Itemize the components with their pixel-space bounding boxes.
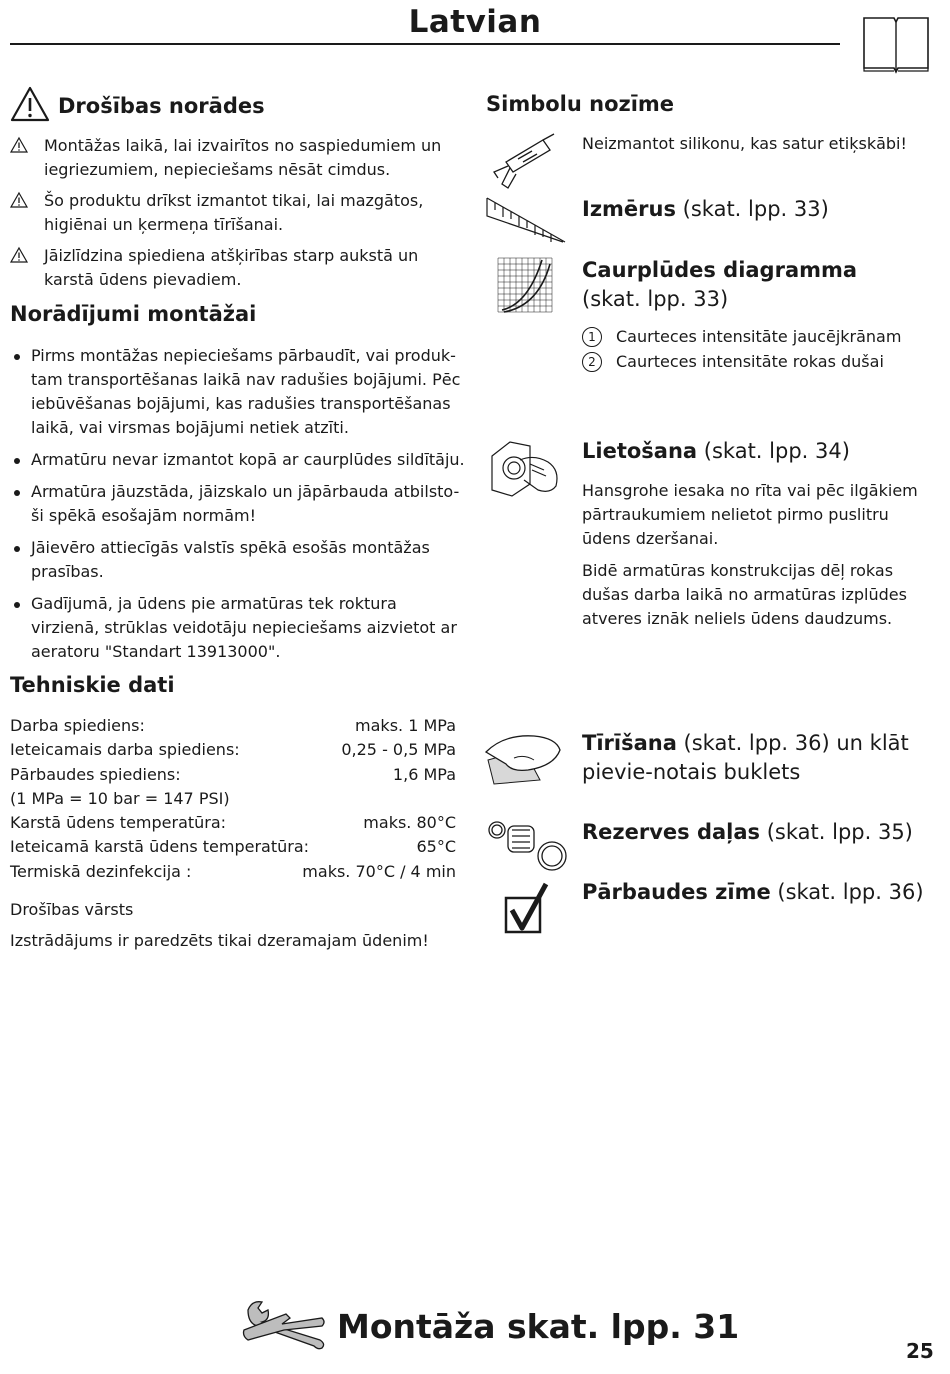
silicone-gun-icon — [488, 132, 558, 196]
spare-parts-icon — [486, 814, 570, 878]
table-row — [10, 835, 456, 859]
list-item — [10, 134, 460, 182]
list-item — [10, 536, 465, 584]
technical-title: Tehniskie dati — [10, 673, 175, 697]
valve-text: Drošības vārsts — [10, 900, 134, 920]
flow-diagram-icon — [498, 258, 552, 316]
silicone-text: Neizmantot silikonu, kas satur etiķskābi! — [582, 134, 907, 153]
dimensions-label — [582, 195, 829, 224]
symbols-title: Simbolu nozīme — [486, 92, 675, 116]
safety-item-text: Šo produktu drīkst izmantot tikai, lai mazgātos, higiēnai un ķermeņa tīrīšanai. — [44, 191, 424, 234]
check-mark-bold: Pārbaudes zīme — [582, 880, 771, 904]
spare-parts-label — [582, 818, 913, 847]
list-item — [10, 189, 460, 237]
book-icon — [862, 14, 930, 78]
safety-title: Drošības norādes — [58, 94, 265, 118]
dimensions-ref: (skat. lpp. 33) — [675, 197, 829, 221]
flow-ref: (skat. lpp. 33) — [582, 287, 729, 311]
list-item — [10, 592, 465, 664]
bullet-dot — [14, 490, 20, 496]
cleaning-bold: Tīrīšana — [582, 731, 677, 755]
flow-item-text: Caurteces intensitāte jaucējkrānam — [616, 327, 902, 346]
check-mark-ref: (skat. lpp. 36) — [770, 880, 924, 904]
use-bold: Lietošana — [582, 439, 698, 463]
installation-list — [10, 344, 465, 672]
page-number: 25 — [906, 1339, 934, 1363]
warning-icon — [10, 86, 50, 122]
drinking-water-text: Izstrādājums ir paredzēts tikai dzeramajam ūdenim! — [10, 931, 429, 951]
flow-item-text: Caurteces intensitāte rokas dušai — [616, 351, 884, 371]
hand-turning-handle-icon — [490, 440, 562, 500]
checkmark-icon — [504, 880, 550, 940]
use-ref: (skat. lpp. 34) — [697, 439, 850, 463]
installation-title: Norādījumi montāžai — [10, 302, 257, 326]
ruler-icon — [485, 196, 565, 250]
installation-item-text: Armatūru nevar izmantot kopā ar caurplūdes sildītāju. — [31, 450, 465, 469]
header-divider — [10, 43, 840, 45]
installation-reference: Montāža skat. lpp. 31 — [337, 1307, 740, 1346]
list-item — [582, 350, 922, 375]
row-label: Darba spiediens: — [10, 716, 145, 735]
bullet-dot — [14, 354, 20, 360]
use-paragraph-1: Hansgrohe iesaka no rīta vai pēc ilgākiem pārtraukumiem nelietot pirmo puslitru ūdens dzeršanai. — [582, 481, 918, 548]
safety-item-text: Montāžas laikā, lai izvairītos no saspiedumiem un iegriezumiem, nepieciešams nēsāt cimdus. — [44, 136, 442, 179]
check-mark-label — [582, 878, 924, 907]
use-paragraph-2: Bidē armatūras konstrukcijas dēļ rokas dušas darba laikā no armatūras izplūdes atveres iznāk neliels ūdens daudzums. — [582, 561, 907, 628]
row-value: maks. 1 MPa — [355, 716, 456, 735]
bullet-dot — [14, 602, 20, 608]
flow-legend — [582, 325, 922, 374]
warning-icon — [10, 137, 28, 153]
use-label — [582, 437, 850, 466]
safety-list — [10, 134, 460, 299]
spare-parts-bold: Rezerves daļas — [582, 820, 761, 844]
list-item — [10, 448, 465, 472]
row-label: Ieteicamais darba spiediens: — [10, 740, 240, 760]
list-item — [10, 480, 465, 528]
row-value: maks. 70°C / 4 min — [302, 861, 456, 881]
installation-item-text: Armatūra jāuzstāda, jāizskalo un jāpārbauda atbilsto-ši spēkā esošajām normām! — [31, 482, 460, 525]
number-badge: 1 — [582, 327, 602, 347]
row-label: Karstā ūdens temperatūra: — [10, 813, 227, 833]
table-row — [10, 738, 456, 762]
table-row — [10, 763, 456, 787]
warning-icon — [10, 247, 28, 263]
bullet-dot — [14, 458, 20, 464]
row-value: 1,6 MPa — [392, 764, 456, 784]
installation-item-text: Jāievēro attiecīgās valstīs spēkā esošās montāžas prasības. — [31, 538, 430, 581]
row-value: 65°C — [416, 837, 456, 857]
table-row — [10, 860, 456, 884]
warning-icon — [10, 192, 28, 208]
dimensions-bold: Izmērus — [582, 197, 676, 221]
table-row — [10, 811, 456, 835]
safety-item-text: Jāizlīdzina spiediena atšķirības starp aukstā un karstā ūdens pievadiem. — [44, 246, 419, 289]
row-value: maks. 80°C — [363, 813, 456, 833]
row-label: Pārbaudes spiediens: — [10, 764, 181, 784]
wrench-screwdriver-icon — [242, 1300, 326, 1358]
cleaning-ref: (skat. lpp. 36) un klāt pievie-notais buklets — [582, 731, 909, 784]
bullet-dot — [14, 546, 20, 552]
flow-label — [582, 256, 922, 314]
list-item — [10, 344, 465, 440]
table-row — [10, 714, 456, 738]
cleaning-cloth-icon — [484, 730, 564, 790]
spare-parts-ref: (skat. lpp. 35) — [760, 820, 913, 844]
flow-bold: Caurplūdes diagramma — [582, 258, 858, 282]
list-item — [582, 325, 922, 350]
list-item — [10, 244, 460, 292]
row-label: (1 MPa = 10 bar = 147 PSI) — [10, 788, 230, 808]
row-label: Termiskā dezinfekcija : — [10, 861, 192, 881]
row-label: Ieteicamā karstā ūdens temperatūra: — [10, 837, 310, 857]
row-value: 0,25 - 0,5 MPa — [341, 740, 456, 760]
page-title: Latvian — [408, 4, 542, 40]
installation-item-text: Pirms montāžas nepieciešams pārbaudīt, vai produk-tam transportēšanas laikā nav radušies bojājumi. Pēc iebūvēšanas bojājumi, kas radušies transportēšanas laikā, vai virsmas bojājumi netiek atzīti. — [31, 346, 461, 437]
number-badge: 2 — [582, 352, 602, 372]
table-row — [10, 787, 456, 811]
technical-table — [10, 714, 456, 953]
cleaning-label — [582, 729, 942, 787]
installation-item-text: Gadījumā, ja ūdens pie armatūras tek roktura virzienā, strūklas veidotāju nepieciešams aizvietot ar aeratoru "Standart 13913000". — [31, 594, 457, 661]
